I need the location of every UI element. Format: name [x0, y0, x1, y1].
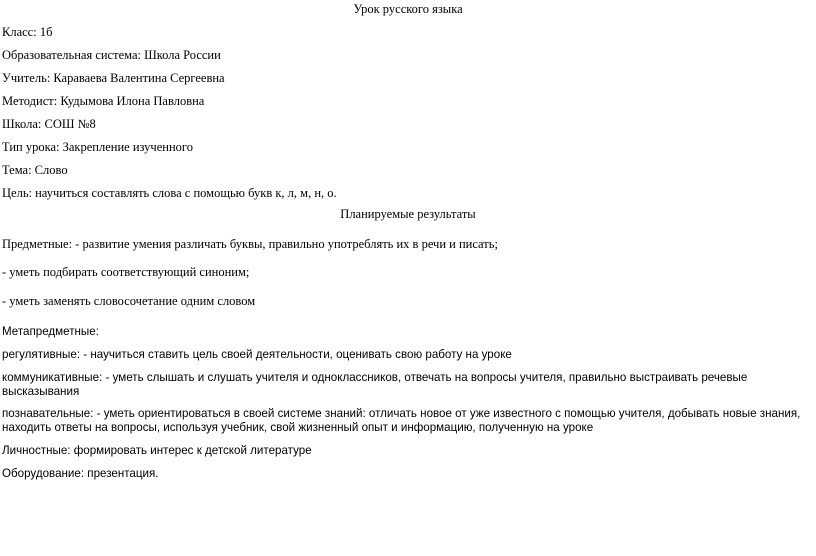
equipment-line: Оборудование: презентация. [2, 467, 159, 480]
lesson-type-line: Тип урока: Закрепление изученного [2, 140, 193, 154]
synonym-item: - уметь подбирать соответствующий синоним; [2, 265, 250, 279]
phrase-item: - уметь заменять словосочетание одним словом [2, 294, 256, 308]
page-title: Урок русского языка [353, 2, 463, 16]
teacher-line: Учитель: Караваева Валентина Сергеевна [2, 71, 225, 85]
cognitive-line-1: познавательные: - уметь ориентироваться в своей системе знаний: отличать новое от уже известного с помощью учителя, добывать новые знания, [2, 407, 801, 420]
communicative-line-1: коммуникативные: - уметь слышать и слушать учителя и одноклассников, отвечать на вопросы учителя, правильно выстраивать речевые [2, 371, 748, 384]
topic-line: Тема: Слово [2, 163, 68, 177]
communicative-line-2: высказывания [2, 385, 80, 398]
cognitive-line-2: находить ответы на вопросы, используя учебник, свой жизненный опыт и информацию, полученную на уроке [2, 421, 594, 434]
subject-results: Предметные: - развитие умения различать буквы, правильно употреблять их в речи и писать; [2, 237, 498, 251]
goal-line: Цель: научиться составлять слова с помощью букв к, л, м, н, о. [2, 186, 337, 200]
methodist-line: Методист: Кудымова Илона Павловна [2, 94, 205, 108]
metasubject-heading: Метапредметные: [2, 325, 99, 338]
system-line: Образовательная система: Школа России [2, 48, 221, 62]
results-heading: Планируемые результаты [340, 207, 476, 221]
class-line: Класс: 1б [2, 25, 53, 39]
school-line: Школа: СОШ №8 [2, 117, 96, 131]
personal-line: Личностные: формировать интерес к детской литературе [2, 444, 312, 457]
regulatory-line: регулятивные: - научиться ставить цель своей деятельности, оценивать свою работу на уроке [2, 348, 512, 361]
